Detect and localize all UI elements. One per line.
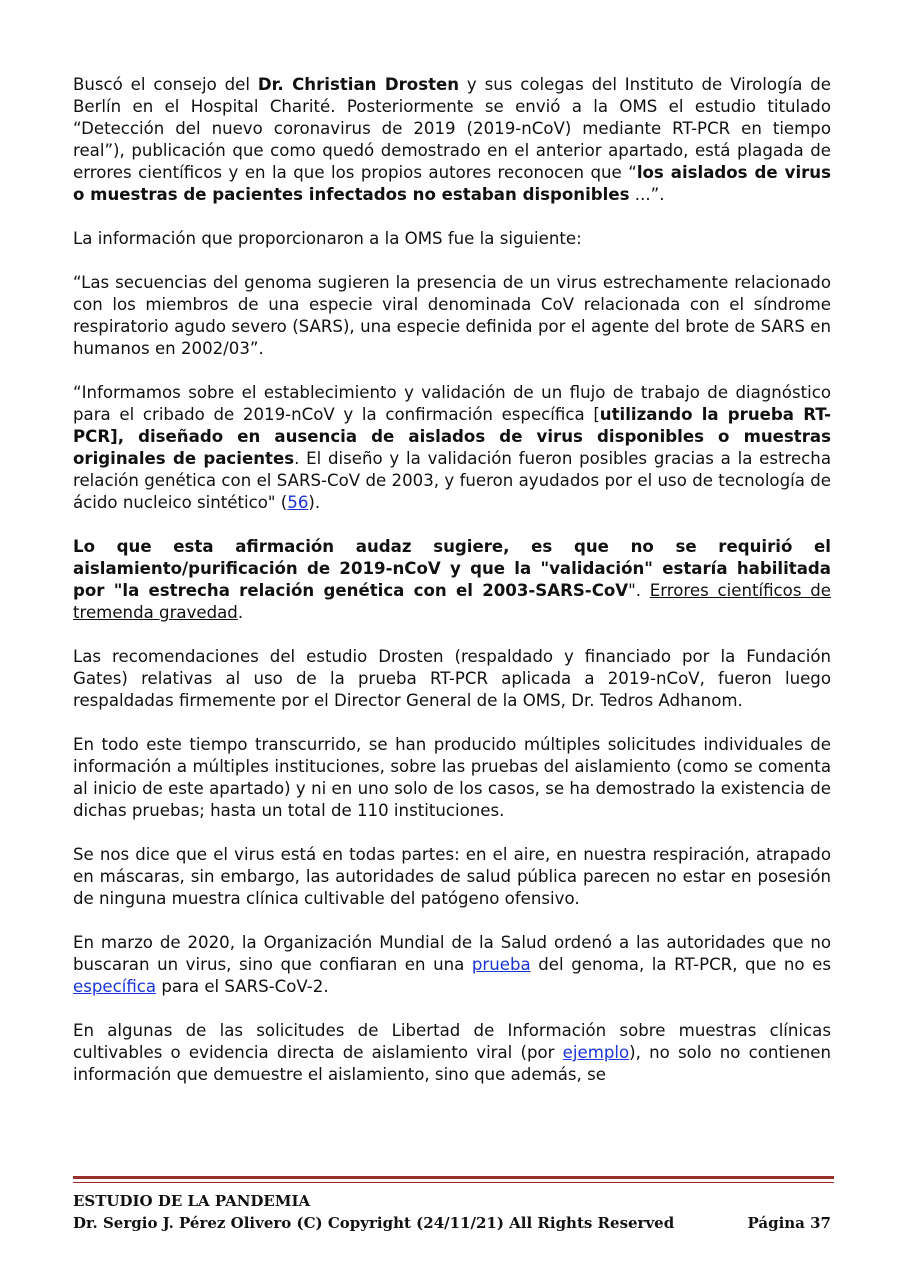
text: En algunas de las solicitudes de Libertad de Información sobre muestras clínicas cultivables o evidencia directa de aislamiento viral (por <box>73 1021 831 1062</box>
text: para el SARS-CoV-2. <box>156 977 329 996</box>
paragraph-recommendations: Las recomendaciones del estudio Drosten (respaldado y financiado por la Fundación Gates) relativas al uso de la prueba RT-PCR aplicada a 2019-nCoV, fueron luego respaldadas firmemente por el Director General de la OMS, Dr. Tedros Adhanom. <box>73 647 831 710</box>
footer-divider <box>73 1176 834 1179</box>
underlined-text: Errores científicos de tremenda gravedad <box>73 581 831 622</box>
footer-title: ESTUDIO DE LA PANDEMIA <box>73 1192 311 1210</box>
paragraph-bold-claim <box>73 536 831 624</box>
paragraph-requests: En todo este tiempo transcurrido, se han producido múltiples solicitudes individuales de información a múltiples instituciones, sobre las pruebas del aislamiento (como se comenta al inicio de este apartado) y ni en uno solo de los casos, se ha demostrado la existencia de dichas pruebas; hasta un total de 110 instituciones. <box>73 735 831 820</box>
paragraph-march-2020 <box>73 932 831 998</box>
page-footer <box>73 1190 831 1234</box>
text: ...”. <box>629 185 665 204</box>
text: En marzo de 2020, la Organización Mundial de la Salud ordenó a las autoridades que no buscaran un virus, sino que confiaran en una <box>73 933 831 974</box>
bold-text: utilizando la prueba RT-PCR], diseñado en ausencia de aislados de virus disponibles o muestras originales de pacientes <box>73 405 831 468</box>
text: “Informamos sobre el establecimiento y validación de un flujo de trabajo de diagnóstico para el cribado de 2019-nCoV y la confirmación específica [ <box>73 383 831 424</box>
text: . El diseño y la validación fueron posibles gracias a la estrecha relación genética con el SARS-CoV de 2003, y fueron ayudados por el uso de tecnología de ácido nucleico sintético" ( <box>73 449 831 512</box>
text: ". <box>628 581 650 600</box>
prueba-link[interactable]: prueba <box>471 955 531 974</box>
paragraph-drosten-intro <box>73 74 831 206</box>
text: ). <box>308 493 321 512</box>
text: del genoma, la RT-PCR, que no es <box>530 955 831 974</box>
reference-link-56[interactable]: 56 <box>287 493 309 512</box>
paragraph-oms-info: La información que proporcionaron a la OMS fue la siguiente: <box>73 229 582 248</box>
footer-divider-thin <box>73 1182 834 1183</box>
text: . <box>237 603 244 622</box>
paragraph-foi-requests <box>73 1020 831 1086</box>
text: ), no solo no contienen información que demuestre el aislamiento, sino que además, se <box>73 1043 831 1084</box>
text: Buscó el consejo del <box>73 75 258 94</box>
page-number: Página 37 <box>747 1214 831 1232</box>
text: y sus colegas del Instituto de Virología de Berlín en el Hospital Charité. Posteriormente se envió a la OMS el estudio titulado “Detección del nuevo coronavirus de 2019 (2019-nCoV) mediante RT-PCR en tiempo real”), publicación que como quedó demostrado en el anterior apartado, está plagada de errores científicos y en la que los propios autores reconocen que “ <box>73 75 831 182</box>
bold-text: los aislados de virus o muestras de pacientes infectados no estaban disponibles <box>73 163 832 204</box>
bold-text: Dr. Christian Drosten <box>257 75 460 94</box>
paragraph-virus-everywhere: Se nos dice que el virus está en todas partes: en el aire, en nuestra respiración, atrapado en máscaras, sin embargo, las autoridades de salud pública parecen no estar en posesión de ninguna muestra clínica cultivable del patógeno ofensivo. <box>73 845 831 908</box>
especifica-link[interactable]: específica <box>73 977 157 996</box>
footer-author: Dr. Sergio J. Pérez Olivero (C) Copyright (24/11/21) All Rights Reserved <box>73 1214 675 1232</box>
bold-text: Lo que esta afirmación audaz sugiere, es que no se requirió el aislamiento/purificación de 2019-nCoV y que la "validación" estaría habilitada por "la estrecha relación genética con el 2003-SARS-CoV <box>73 537 831 600</box>
paragraph-genome-quote: “Las secuencias del genoma sugieren la presencia de un virus estrechamente relacionado con los miembros de una especie viral denominada CoV relacionada con el síndrome respiratorio agudo severo (SARS), una especie definida por el agente del brote de SARS en humanos en 2002/03”. <box>73 273 831 358</box>
document-body <box>73 74 831 1108</box>
ejemplo-link[interactable]: ejemplo <box>562 1043 630 1062</box>
paragraph-validation-quote <box>73 382 831 514</box>
